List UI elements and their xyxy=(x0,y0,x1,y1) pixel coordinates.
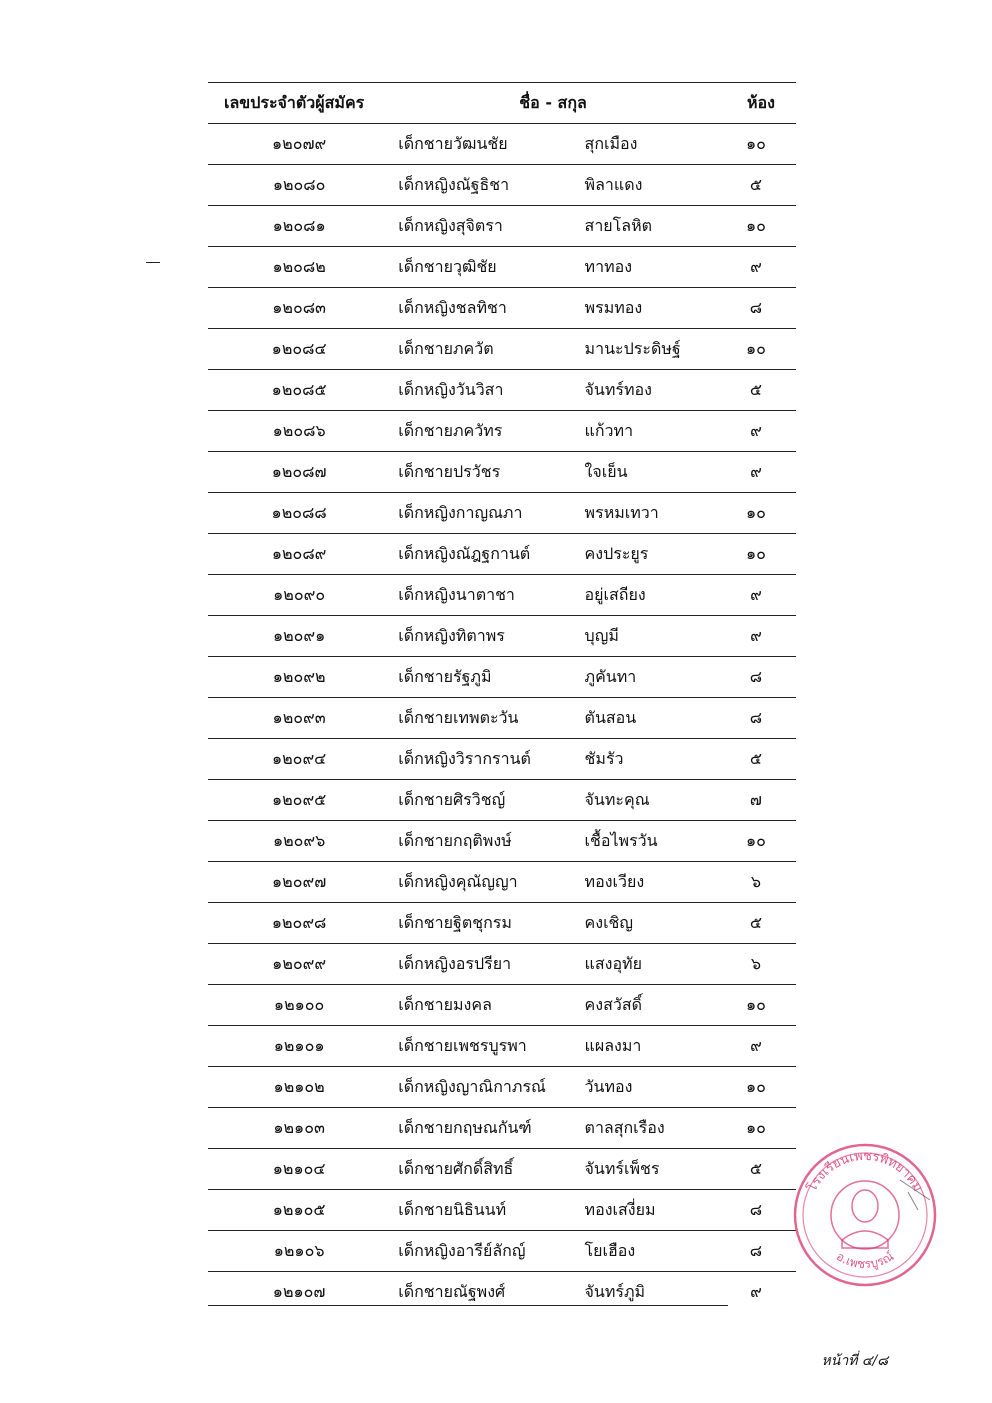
first-name-cell: เด็กชายณัฐพงศ์ xyxy=(398,1281,506,1301)
room-cell: ๑๐ xyxy=(726,534,796,575)
room-cell: ๘ xyxy=(726,1231,796,1272)
applicant-room-table xyxy=(208,82,796,1312)
table-row xyxy=(208,288,796,329)
applicant-id-cell: ๑๒๐๘๗ xyxy=(208,452,380,493)
applicant-id-cell: ๑๒๐๙๗ xyxy=(208,862,380,903)
room-cell: ๗ xyxy=(726,780,796,821)
first-name-cell: เด็กหญิงคุณัญญา xyxy=(380,862,584,903)
room-cell: ๑๐ xyxy=(726,1067,796,1108)
first-name-cell: เด็กหญิงวิรากรานต์ xyxy=(380,739,584,780)
applicant-id-cell: ๑๒๐๘๕ xyxy=(208,370,380,411)
first-name-cell: เด็กชายปรวัชร xyxy=(380,452,584,493)
applicant-id-cell: ๑๒๐๙๖ xyxy=(208,821,380,862)
first-name-cell: เด็กชายฐิตชุกรม xyxy=(380,903,584,944)
last-name-cell: อยู่เสถียง xyxy=(585,575,726,616)
last-name-cell: พิลาแดง xyxy=(585,165,726,206)
applicant-id-cell: ๑๒๐๙๘ xyxy=(208,903,380,944)
table-row xyxy=(208,575,796,616)
last-name-cell: โยเฮือง xyxy=(585,1231,726,1272)
room-cell: ๑๐ xyxy=(726,329,796,370)
first-name-cell: เด็กชายวุฒิชัย xyxy=(380,247,584,288)
table-row xyxy=(208,739,796,780)
last-name-cell: แก้วทา xyxy=(585,411,726,452)
applicant-id-cell: ๑๒๑๐๖ xyxy=(208,1231,380,1272)
applicant-id-cell: ๑๒๐๙๔ xyxy=(208,739,380,780)
room-cell: ๙ xyxy=(726,616,796,657)
room-cell: ๙ xyxy=(750,1281,762,1301)
table-end-rule xyxy=(208,1305,728,1306)
room-cell: ๘ xyxy=(726,657,796,698)
last-name-cell: ตาลสุกเรือง xyxy=(585,1108,726,1149)
last-name-cell: ตันสอน xyxy=(585,698,726,739)
applicant-id-cell: ๑๒๐๙๓ xyxy=(208,698,380,739)
first-name-cell: เด็กชายศิรวิชญ์ xyxy=(380,780,584,821)
room-cell: ๙ xyxy=(726,1026,796,1067)
first-name-cell: เด็กหญิงทิตาพร xyxy=(380,616,584,657)
applicant-id-cell: ๑๒๐๘๒ xyxy=(208,247,380,288)
table-row xyxy=(208,411,796,452)
room-cell: ๙ xyxy=(726,247,796,288)
first-name-cell: เด็กหญิงนาตาชา xyxy=(380,575,584,616)
last-name-cell: จันทร์ภูมิ xyxy=(584,1281,646,1301)
first-name-cell: เด็กหญิงอรปรียา xyxy=(380,944,584,985)
last-name-cell: คงเชิญ xyxy=(585,903,726,944)
first-name-cell: เด็กหญิงอารีย์ลักญ์ xyxy=(380,1231,584,1272)
first-name-cell: เด็กหญิงวันวิสา xyxy=(380,370,584,411)
last-name-cell: ทองเสงี่ยม xyxy=(585,1190,726,1231)
page-number: หน้าที่ ๔/๘ xyxy=(821,1353,888,1369)
last-name-cell: แผลงมา xyxy=(585,1026,726,1067)
last-name-cell: จันทร์ทอง xyxy=(585,370,726,411)
table-row xyxy=(208,862,796,903)
room-cell: ๖ xyxy=(726,944,796,985)
applicant-id-cell: ๑๒๑๐๗ xyxy=(272,1281,326,1301)
table-row xyxy=(208,1231,796,1272)
table-row xyxy=(208,780,796,821)
last-name-cell: มานะประดิษฐ์ xyxy=(585,329,726,370)
last-name-cell: สุกเมือง xyxy=(585,124,726,165)
first-name-cell: เด็กหญิงชลทิชา xyxy=(380,288,584,329)
applicant-id-cell: ๑๒๐๘๓ xyxy=(208,288,380,329)
room-cell: ๕ xyxy=(726,903,796,944)
first-name-cell: เด็กหญิงณัฎฐกานต์ xyxy=(380,534,584,575)
first-name-cell: เด็กชายมงคล xyxy=(380,985,584,1026)
applicant-id-cell: ๑๒๐๘๐ xyxy=(208,165,380,206)
applicant-id-cell: ๑๒๑๐๐ xyxy=(208,985,380,1026)
table-row xyxy=(208,329,796,370)
room-cell: ๘ xyxy=(726,698,796,739)
last-name-cell: คงประยูร xyxy=(585,534,726,575)
last-name-cell: ภูคันทา xyxy=(585,657,726,698)
school-seal-stamp xyxy=(790,1140,940,1290)
room-cell: ๕ xyxy=(726,370,796,411)
room-cell: ๙ xyxy=(726,575,796,616)
applicant-id-cell: ๑๒๐๙๙ xyxy=(208,944,380,985)
applicant-id-cell: ๑๒๑๐๒ xyxy=(208,1067,380,1108)
room-cell: ๑๐ xyxy=(726,206,796,247)
last-name-cell: ใจเย็น xyxy=(585,452,726,493)
applicant-id-cell: ๑๒๑๐๑ xyxy=(208,1026,380,1067)
last-name-cell: บุญมี xyxy=(585,616,726,657)
header-name: ชื่อ - สกุล xyxy=(380,83,726,124)
last-name-cell: ทองเวียง xyxy=(585,862,726,903)
table-row xyxy=(208,452,796,493)
room-cell: ๑๐ xyxy=(726,124,796,165)
applicant-id-cell: ๑๒๑๐๔ xyxy=(208,1149,380,1190)
first-name-cell: เด็กชายภควัต xyxy=(380,329,584,370)
first-name-cell: เด็กชายนิธินนท์ xyxy=(380,1190,584,1231)
applicant-id-cell: ๑๒๐๘๑ xyxy=(208,206,380,247)
room-cell: ๖ xyxy=(726,862,796,903)
table-row xyxy=(208,616,796,657)
last-name-cell: เชื้อไพรวัน xyxy=(585,821,726,862)
table-row xyxy=(208,206,796,247)
header-applicant-id: เลขประจำตัวผู้สมัคร xyxy=(208,83,380,124)
last-name-cell: แสงอุทัย xyxy=(585,944,726,985)
table-row xyxy=(208,985,796,1026)
applicant-id-cell: ๑๒๐๘๖ xyxy=(208,411,380,452)
table-row xyxy=(208,1108,796,1149)
first-name-cell: เด็กชายศักดิ์สิทธิ์ xyxy=(380,1149,584,1190)
applicant-id-cell: ๑๒๐๘๘ xyxy=(208,493,380,534)
last-name-cell: จันทะคุณ xyxy=(585,780,726,821)
applicant-id-cell: ๑๒๐๙๑ xyxy=(208,616,380,657)
first-name-cell: เด็กชายเพชรบูรพา xyxy=(380,1026,584,1067)
room-cell: ๑๐ xyxy=(726,985,796,1026)
room-cell: ๑๐ xyxy=(726,493,796,534)
table-row xyxy=(208,821,796,862)
applicant-id-cell: ๑๒๐๘๙ xyxy=(208,534,380,575)
room-cell: ๕ xyxy=(726,739,796,780)
table-body xyxy=(208,124,796,1313)
last-name-cell: ทาทอง xyxy=(585,247,726,288)
last-name-cell: จันทร์เพ็ชร xyxy=(585,1149,726,1190)
table-row xyxy=(208,698,796,739)
last-name-cell: พรหมเทวา xyxy=(585,493,726,534)
applicant-id-cell: ๑๒๑๐๕ xyxy=(208,1190,380,1231)
last-name-cell: สายโลหิต xyxy=(585,206,726,247)
room-cell: ๘ xyxy=(726,1190,796,1231)
room-cell: ๙ xyxy=(726,452,796,493)
applicant-id-cell: ๑๒๑๐๓ xyxy=(208,1108,380,1149)
table-row xyxy=(208,493,796,534)
first-name-cell: เด็กชายเทพตะวัน xyxy=(380,698,584,739)
table-row xyxy=(208,657,796,698)
table-row xyxy=(208,944,796,985)
last-name-cell: คงสวัสดิ์ xyxy=(585,985,726,1026)
room-cell: ๑๐ xyxy=(726,1108,796,1149)
first-name-cell: เด็กหญิงญาณิกาภรณ์ xyxy=(380,1067,584,1108)
header-room: ห้อง xyxy=(726,83,796,124)
room-cell: ๕ xyxy=(726,1149,796,1190)
table-row xyxy=(208,1067,796,1108)
table-row xyxy=(208,903,796,944)
table-row xyxy=(208,370,796,411)
applicant-id-cell: ๑๒๐๙๒ xyxy=(208,657,380,698)
room-cell: ๕ xyxy=(726,165,796,206)
first-name-cell: เด็กชายวัฒนชัย xyxy=(380,124,584,165)
table-row xyxy=(208,247,796,288)
first-name-cell: เด็กชายรัฐภูมิ xyxy=(380,657,584,698)
first-name-cell: เด็กหญิงสุจิตรา xyxy=(380,206,584,247)
first-name-cell: เด็กชายกฤติพงษ์ xyxy=(380,821,584,862)
last-name-cell: วันทอง xyxy=(585,1067,726,1108)
table-row xyxy=(208,1026,796,1067)
last-name-cell: พรมทอง xyxy=(585,288,726,329)
room-cell: ๘ xyxy=(726,288,796,329)
table-row xyxy=(208,1190,796,1231)
table-header-row xyxy=(208,83,796,124)
table-row xyxy=(208,1149,796,1190)
applicant-id-cell: ๑๒๐๗๙ xyxy=(208,124,380,165)
first-name-cell: เด็กชายภควัทร xyxy=(380,411,584,452)
table-row xyxy=(208,165,796,206)
stamp-text-top: โรงเรียนเพชรพิทยาคม xyxy=(804,1148,926,1195)
first-name-cell: เด็กชายกฤษณกันฑ์ xyxy=(380,1108,584,1149)
applicant-id-cell: ๑๒๐๘๔ xyxy=(208,329,380,370)
table-row xyxy=(208,534,796,575)
margin-dash xyxy=(146,262,160,263)
room-cell: ๑๐ xyxy=(726,821,796,862)
stamp-text-bottom: อ.เพชรบูรณ์ xyxy=(833,1249,897,1272)
first-name-cell: เด็กหญิงณัฐธิชา xyxy=(380,165,584,206)
applicant-id-cell: ๑๒๐๙๕ xyxy=(208,780,380,821)
last-name-cell: ชัมรัว xyxy=(585,739,726,780)
room-cell: ๙ xyxy=(726,411,796,452)
table-row xyxy=(208,124,796,165)
first-name-cell: เด็กหญิงกาญณภา xyxy=(380,493,584,534)
applicant-id-cell: ๑๒๐๙๐ xyxy=(208,575,380,616)
